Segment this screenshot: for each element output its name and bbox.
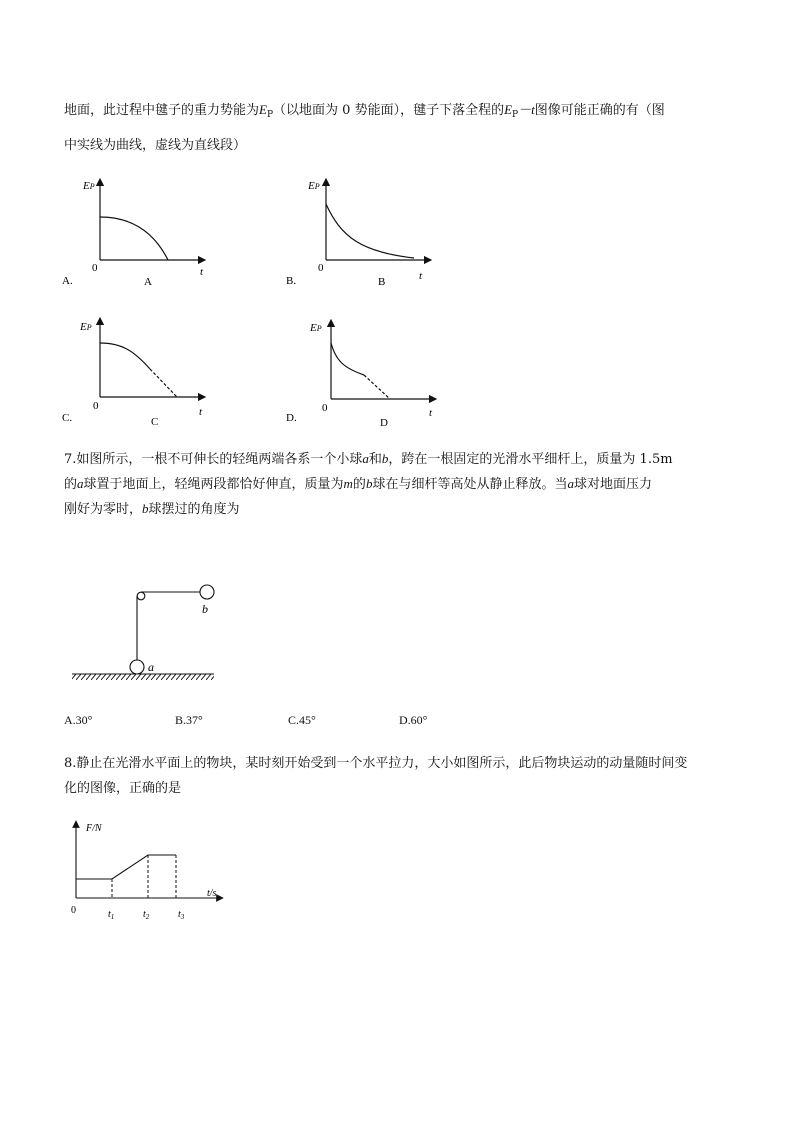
graph-b	[286, 172, 446, 290]
ball-b	[200, 585, 214, 599]
origin-label: 0	[92, 262, 98, 274]
ep-curve	[331, 343, 364, 375]
ep-t-suffix: －t	[518, 102, 535, 117]
var-b: b	[142, 501, 149, 516]
t3-label: $t_3$	[178, 909, 185, 921]
option-letter-b: B.	[286, 275, 297, 287]
q7-text: 和	[368, 452, 382, 467]
var-b: b	[381, 451, 389, 466]
q7-text: 的	[64, 477, 78, 492]
option-letter-d: D.	[286, 412, 297, 424]
y-label: EP	[310, 322, 322, 334]
ep-curve	[100, 343, 150, 369]
ground-hatching	[72, 674, 214, 680]
y-label: EP	[80, 321, 92, 333]
y-label: F/N	[86, 823, 102, 834]
q7-text: 刚好为零时，	[64, 502, 143, 517]
ep-symbol: E	[504, 102, 513, 117]
q7-text: 7.如图所示，一根不可伸长的轻绳两端各系一个小球	[64, 452, 363, 467]
label-b: b	[202, 602, 208, 616]
q6-stem-line2: 中实线为曲线，虚线为直线段）	[64, 138, 247, 153]
ep-dashed-segment	[364, 375, 390, 399]
q8-stem-line1: 8.静止在光滑水平面上的物块，某时刻开始受到一个水平拉力，大小如图所示，此后物块运动的动量随时间变	[64, 756, 688, 771]
q7-stem-line3	[64, 498, 240, 517]
force-line	[76, 855, 176, 879]
origin-label: 0	[93, 400, 99, 412]
q6-text: 图像可能正确的有（图	[534, 103, 665, 118]
origin-label: 0	[71, 905, 76, 916]
t1-label: $t_1$	[108, 909, 115, 921]
x-label: t	[200, 266, 204, 278]
origin-label: 0	[318, 262, 324, 274]
label-a: a	[148, 660, 154, 674]
q7-figure	[66, 578, 226, 688]
y-label: EP	[83, 180, 95, 192]
graph-caption-c: C	[151, 416, 159, 428]
q6-text: 地面，此过程中毽子的重力势能为	[64, 103, 260, 118]
x-label: t/s	[207, 888, 217, 899]
q7-text: 球置于地面上，轻绳两段都恰好伸直，质量为	[83, 477, 344, 492]
ball-a	[130, 660, 144, 674]
ep-subscript: P	[266, 110, 274, 120]
q6-text: （以地面为 0 势能面），毽子下落全程的	[273, 103, 505, 118]
x-label: t	[419, 270, 423, 282]
q7-text: 球对地面压力	[573, 477, 652, 492]
var-a: a	[567, 476, 574, 491]
q7-stem-line1	[64, 448, 673, 467]
fixed-rod	[137, 592, 145, 600]
q7-text: 球摆过的角度为	[148, 502, 240, 517]
q7-text: 球在与细杆等高处从静止释放。当	[372, 477, 568, 492]
q8-stem-line2: 化的图像，正确的是	[64, 781, 182, 796]
graph-c	[62, 313, 222, 428]
var-b: b	[365, 476, 373, 491]
ep-curve	[326, 204, 414, 258]
x-label: t	[199, 406, 203, 418]
q7-text: ，跨在一根固定的光滑水平细杆上，质量为 1.5m	[388, 452, 673, 467]
q8-force-graph	[62, 818, 232, 928]
x-label: t	[429, 407, 433, 419]
q7-stem-line2	[64, 473, 652, 492]
q7-option-b[interactable]: B.37°	[175, 713, 203, 727]
q7-option-a[interactable]: A.30°	[64, 713, 93, 727]
q7-option-c[interactable]: C.45°	[288, 713, 316, 727]
y-label: EP	[308, 180, 320, 192]
q7-option-d[interactable]: D.60°	[399, 713, 428, 727]
option-letter-c: C.	[62, 412, 73, 424]
var-a: a	[362, 451, 369, 466]
ep-curve	[100, 217, 168, 260]
graph-caption-b: B	[378, 276, 386, 288]
origin-label: 0	[322, 402, 328, 414]
var-a: a	[77, 476, 84, 491]
var-m: m	[343, 476, 353, 491]
graph-d	[286, 313, 446, 428]
q6-stem-line1	[64, 99, 665, 120]
t2-label: $t_2$	[143, 909, 150, 921]
ep-symbol: E	[259, 102, 267, 117]
option-letter-a: A.	[62, 275, 73, 287]
graph-a	[62, 172, 222, 290]
graph-caption-d: D	[380, 417, 388, 428]
ep-dashed-segment	[150, 369, 177, 397]
ep-subscript: P	[512, 110, 519, 120]
q7-text: 的	[352, 477, 366, 492]
graph-caption-a: A	[144, 276, 152, 288]
